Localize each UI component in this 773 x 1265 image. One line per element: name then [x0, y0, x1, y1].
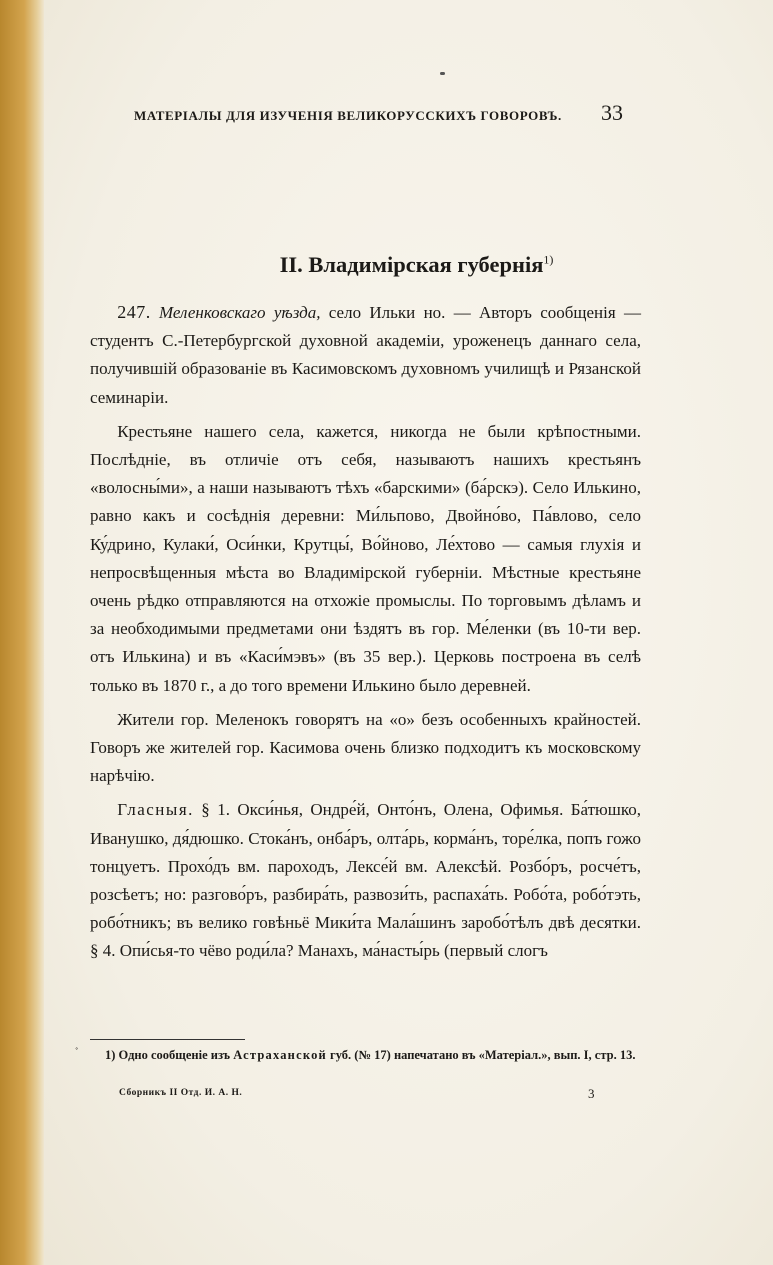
footnote: [90, 1046, 641, 1064]
vowels-label: Гласныя.: [117, 800, 194, 820]
book-spine: [0, 0, 44, 1265]
section-footnote-marker: 1): [543, 252, 554, 267]
footnote-text-before: Одно сообщеніе изъ: [118, 1048, 231, 1062]
section-title: [60, 252, 773, 278]
vowels-text: § 1. Окси́нья, Ондре́й, Онто́нъ, Олена, Офимья. Ба́тюшко, Иванушко, дя́дюшко. Стока́нъ, онба́ръ, олта́рь, корма́нъ, торе́лка, попъ гожо тонцуетъ. Прохо́дъ вм. пароходъ, Лексе́й вм. Алексѣй. Розбо́ръ, росче́тъ, розсѣетъ; но: разгово́ръ, разбира́ть, развози́ть, распаха́ть. Робо́та, робо́тэть, робо́тникъ; въ велико говѣньё Мики́та Мала́шинъ заробо́тѣлъ двѣ десятки. § 4. Опи́сья-то чёво роди́ла? Манахъ, ма́насты́рь (первый слогъ: [90, 800, 641, 961]
paragraph-entry: [90, 298, 641, 412]
ink-speck: [440, 72, 445, 75]
entry-number: 247.: [117, 302, 151, 322]
paragraph: Крестьяне нашего села, кажется, никогда не были крѣпостными. Послѣдніе, въ отличіе отъ себя, называютъ нашихъ крестьянъ «волосны́ми», а наши называютъ тѣхъ «барскими» (ба́рскэ). Село Илькино, равно какъ и сосѣднія деревни: Ми́льпово, Двойно́во, Па́влово, село Ку́дрино, Кулаки́, Оси́нки, Крутцы́, Во́йново, Ле́хтово — самыя глухія и непросвѣщенныя мѣста во Владимірской губерніи. Мѣстные крестьяне очень рѣдко отправляются на отхожіе промыслы. По торговымъ дѣламъ и за необходимыми предметами они ѣздятъ въ гор. Ме́ленки (въ 10-ти вер. отъ Илькина) и въ «Каси́мэвъ» (въ 35 вер.). Церковь построена въ селѣ только въ 1870 г., а до того времени Илькино было деревней.: [90, 421, 641, 695]
footnote-city: Астраханской: [233, 1048, 327, 1062]
signature-mark: 3: [588, 1086, 595, 1101]
section-title-text: II. Владимірская губернія: [279, 252, 544, 277]
paragraph-vowels: [90, 796, 641, 965]
footnote-margin-mark: ˚: [75, 1047, 79, 1058]
footnote-marker: 1): [105, 1048, 116, 1062]
footnote-text: [90, 1046, 641, 1064]
entry-intro: село Ильки но. — Авторъ сообщенія — студентъ С.-Петербургской духовной академіи, уроженецъ даннаго села, получившій образованіе въ Касимовскомъ духовномъ училищѣ и Рязанской семинаріи.: [90, 303, 641, 407]
page-number: 33: [601, 100, 623, 125]
district-name: Меленковскаго уѣзда,: [159, 303, 321, 322]
footnote-rule: [90, 1039, 245, 1040]
body-text: [90, 298, 641, 966]
paragraph: Жители гор. Меленокъ говорятъ на «о» безъ особенныхъ крайностей. Говоръ же жителей гор. Касимова очень близко подходитъ къ московскому нарѣчію.: [90, 709, 641, 786]
bottom-line: Сборникъ II Отд. И. А. Н.: [119, 1088, 243, 1098]
running-head: МАТЕРІАЛЫ ДЛЯ ИЗУЧЕНІЯ ВЕЛИКОРУССКИХЪ ГОВОРОВЪ.: [134, 108, 562, 123]
footnote-text-after: губ. (№ 17) напечатано въ «Матеріал.», вып. I, стр. 13.: [330, 1048, 636, 1062]
